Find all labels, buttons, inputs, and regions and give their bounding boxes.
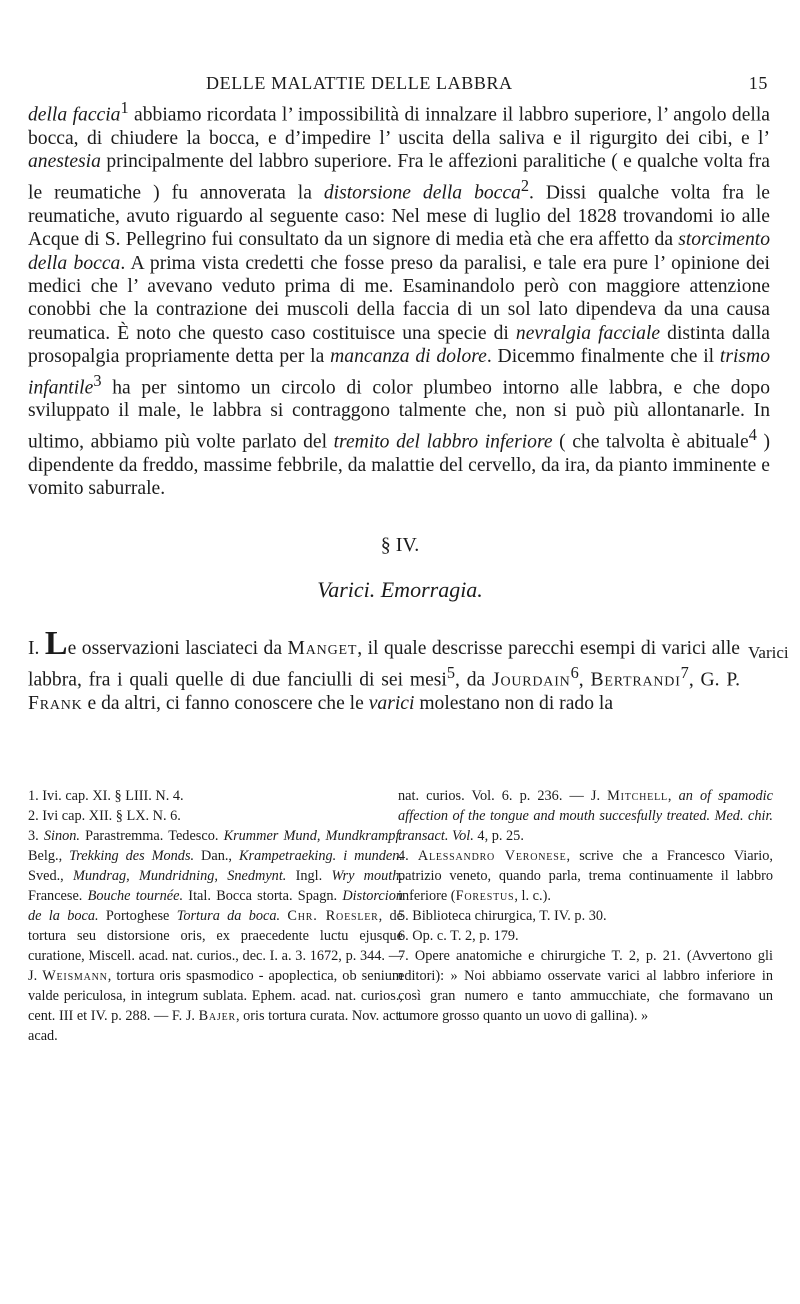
- footnote: 1. Ivi. cap. XI. § LIII. N. 4.: [28, 788, 184, 804]
- text-span: , da: [455, 669, 493, 691]
- text-span: Wry mouth.: [331, 868, 404, 884]
- text-span: trismo infantile: [28, 346, 770, 399]
- text-span: Sved.,: [28, 868, 73, 884]
- author-name: Jourdain: [492, 669, 571, 691]
- text-span: abbiamo ricordata l’ impossibilità di innalzare il labbro superiore, l’ angolo della bocca, di chiudere la bocca, e d’impedire l’ uscita della saliva e il rigurgito dei cibi, e l’: [28, 104, 771, 149]
- text-span: e da altri, ci fanno conoscere che le: [82, 692, 369, 714]
- running-title: DELLE MALATTIE DELLE LABBRA: [206, 73, 513, 93]
- footnote-ref[interactable]: 3: [93, 370, 102, 390]
- footnote-ref[interactable]: 7: [680, 662, 689, 682]
- text-span: Portoghese: [98, 908, 177, 924]
- text-span: Tortura da boca.: [176, 908, 281, 924]
- text-span: Mundrag, Mundridning, Snedmynt.: [72, 868, 287, 884]
- text-span: . Dicemmo finalmente che il: [486, 346, 720, 368]
- text-span: Ital. Bocca storta. Spagn.: [183, 888, 343, 904]
- text-span: 4.: [398, 848, 418, 864]
- text-span: Dan.,: [194, 848, 239, 864]
- footnote: 7. Opere anatomiche e chirurgiche T. 2, p. 21. (Avvertono gli editori): » Noi abbiamo osservate varici al labbro inferiore in così gran numero e tanto ammucchiate, che formavano un tumore grosso quanto un uovo di gallina). »: [398, 948, 773, 1024]
- text-span: tremito del labbro inferiore: [333, 431, 553, 453]
- text-span: an of spamodic affection of the tongue and mouth succesfully treated. Med. chir. transact. Vol.: [398, 788, 773, 844]
- footnotes-left: [28, 786, 403, 1046]
- text-span: nevralgia facciale: [515, 322, 661, 344]
- footnote: 5. Biblioteca chirurgica, T. IV. p. 30.: [398, 908, 607, 924]
- text-span: , tortura oris spasmodico - apoplectica, ob senium valde periculosa, in integrum sublata. Ephem. acad. nat. curios., cent. III et IV. p. 288. — F. J.: [28, 968, 403, 1024]
- text-span: , oris tortura curata. Nov. act. acad.: [28, 1008, 404, 1044]
- text-span: mancanza di dolore: [330, 346, 487, 368]
- text-span: . Dissi qualche volta fra le reumatiche, avuto riguardo al seguente caso: Nel mese di luglio del 1828 trovandomi io alle Acque di S. Pellegrino fui consultato da un signore di media età che era affetto da: [28, 182, 771, 251]
- text-span: ) dipendente da freddo, massime febbrile, da malattie del cervello, da ira, da pianto imminente e vomito saburrale.: [28, 431, 770, 500]
- text-span: , il quale descrisse parecchi esempi di varici alle labbra, fra i quali quelle di due fanciulli di sei mesi: [28, 638, 740, 691]
- footnotes-right: [398, 786, 773, 1026]
- footnote: [398, 846, 773, 906]
- text-span: , l. c.).: [514, 888, 551, 904]
- text-span: ,: [667, 788, 679, 804]
- drop-cap: L: [44, 625, 68, 662]
- author-name: Frank: [28, 692, 83, 714]
- text-span: molestano non di rado la: [414, 692, 614, 714]
- author-name: Weismann: [42, 968, 108, 984]
- footnote: [28, 826, 403, 1046]
- paragraph-number: I.: [28, 638, 45, 659]
- text-span: ,: [578, 669, 591, 691]
- text-span: e osservazioni lasciateci da: [67, 638, 288, 659]
- text-span: , de tortura seu distorsione oris, ex praecedente luctu ejusque curatione, Miscell. acad. nat. curios., dec. I. a. 3. 1672, p. 344. — J.: [28, 908, 403, 984]
- section-title: Varici. Emorragia.: [317, 577, 483, 602]
- text-span: Bouche tournée.: [87, 888, 184, 904]
- footnote-ref[interactable]: 2: [520, 175, 530, 195]
- author-name: Bertrandi: [590, 669, 681, 691]
- footnote: 6. Op. c. T. 2, p. 179.: [398, 928, 519, 944]
- text-span: . A prima vista credetti che fosse preso da paralisi, e tale era pure l’ opinione dei medici che l’ avevano veduto prima di me. Esaminandolo però con maggiore attenzione conobbi che la contrazione dei muscoli della faccia di un sol lato dipendeva da una causa reumatica. È noto che questo caso costituisce una specie di: [28, 252, 770, 344]
- margin-note: Varici: [748, 643, 789, 662]
- text-span: distinta dalla prosopalgia propriamente detta per la: [28, 322, 770, 368]
- page-number: 15: [748, 73, 768, 93]
- section-number: § IV.: [380, 534, 420, 556]
- text-span: Parastremma. Tedesco.: [80, 828, 224, 844]
- text-span: Sinon.: [43, 828, 80, 844]
- text-span: ha per sintomo un circolo di color plumbeo intorno alle labbra, e che dopo sviluppato il male, le labbra si contraggono talmente che, non si può più allontanarle. In ultimo, abbiamo più volte parlato del: [28, 377, 770, 453]
- text-span: Francese.: [28, 888, 88, 904]
- text-span: della faccia: [28, 104, 121, 126]
- text-span: principalmente del labbro superiore. Fra le affezioni paralitiche ( e qualche volta fra le reumatiche ) fu annoverata la: [28, 151, 770, 204]
- running-head: [36, 73, 770, 95]
- author-name: Alessandro Veronese: [417, 848, 567, 864]
- author-name: Manget: [287, 638, 358, 659]
- footnote-ref[interactable]: 5: [446, 662, 456, 682]
- author-name: Forestus: [455, 888, 515, 904]
- text-span: Belg.,: [28, 848, 70, 864]
- footnote: [398, 786, 773, 846]
- text-span: 3.: [28, 828, 44, 844]
- text-span: distorsione della bocca: [323, 182, 521, 204]
- footnote-ref[interactable]: 4: [748, 424, 757, 444]
- paragraph-intro: [28, 96, 770, 501]
- text-span: , scrive che a Francesco Viario, patrizio veneto, quando parla, trema continuamente il labbro inferiore (: [398, 848, 773, 904]
- paragraph-varici: [28, 625, 740, 715]
- footnote: 2. Ivi cap. XII. § LX. N. 6.: [28, 808, 181, 824]
- text-span: storcimento della bocca: [28, 229, 770, 274]
- footnote-ref[interactable]: 6: [570, 662, 579, 682]
- text-span: Trekking des Monds.: [69, 848, 195, 864]
- footnote-ref[interactable]: 1: [120, 98, 129, 117]
- text-span: nat. curios. Vol. 6. p. 236. — J.: [398, 788, 608, 804]
- text-span: varici: [368, 692, 415, 714]
- text-span: anestesia: [28, 151, 101, 173]
- author-name: Mitchell: [607, 788, 668, 804]
- text-span: ( che talvolta è abituale: [552, 431, 749, 453]
- text-span: 4, p. 25.: [473, 828, 524, 844]
- text-span: Krummer Mund, Mundkrampf.: [223, 828, 403, 844]
- text-span: , G. P.: [688, 669, 740, 691]
- text-span: Distorcion de la boca.: [28, 888, 403, 924]
- text-span: Ingl.: [286, 868, 332, 884]
- author-name: Bajer: [198, 1008, 236, 1024]
- author-name: Chr. Roesler: [287, 908, 379, 924]
- text-span: Krampetraeking. i munden.: [238, 848, 403, 864]
